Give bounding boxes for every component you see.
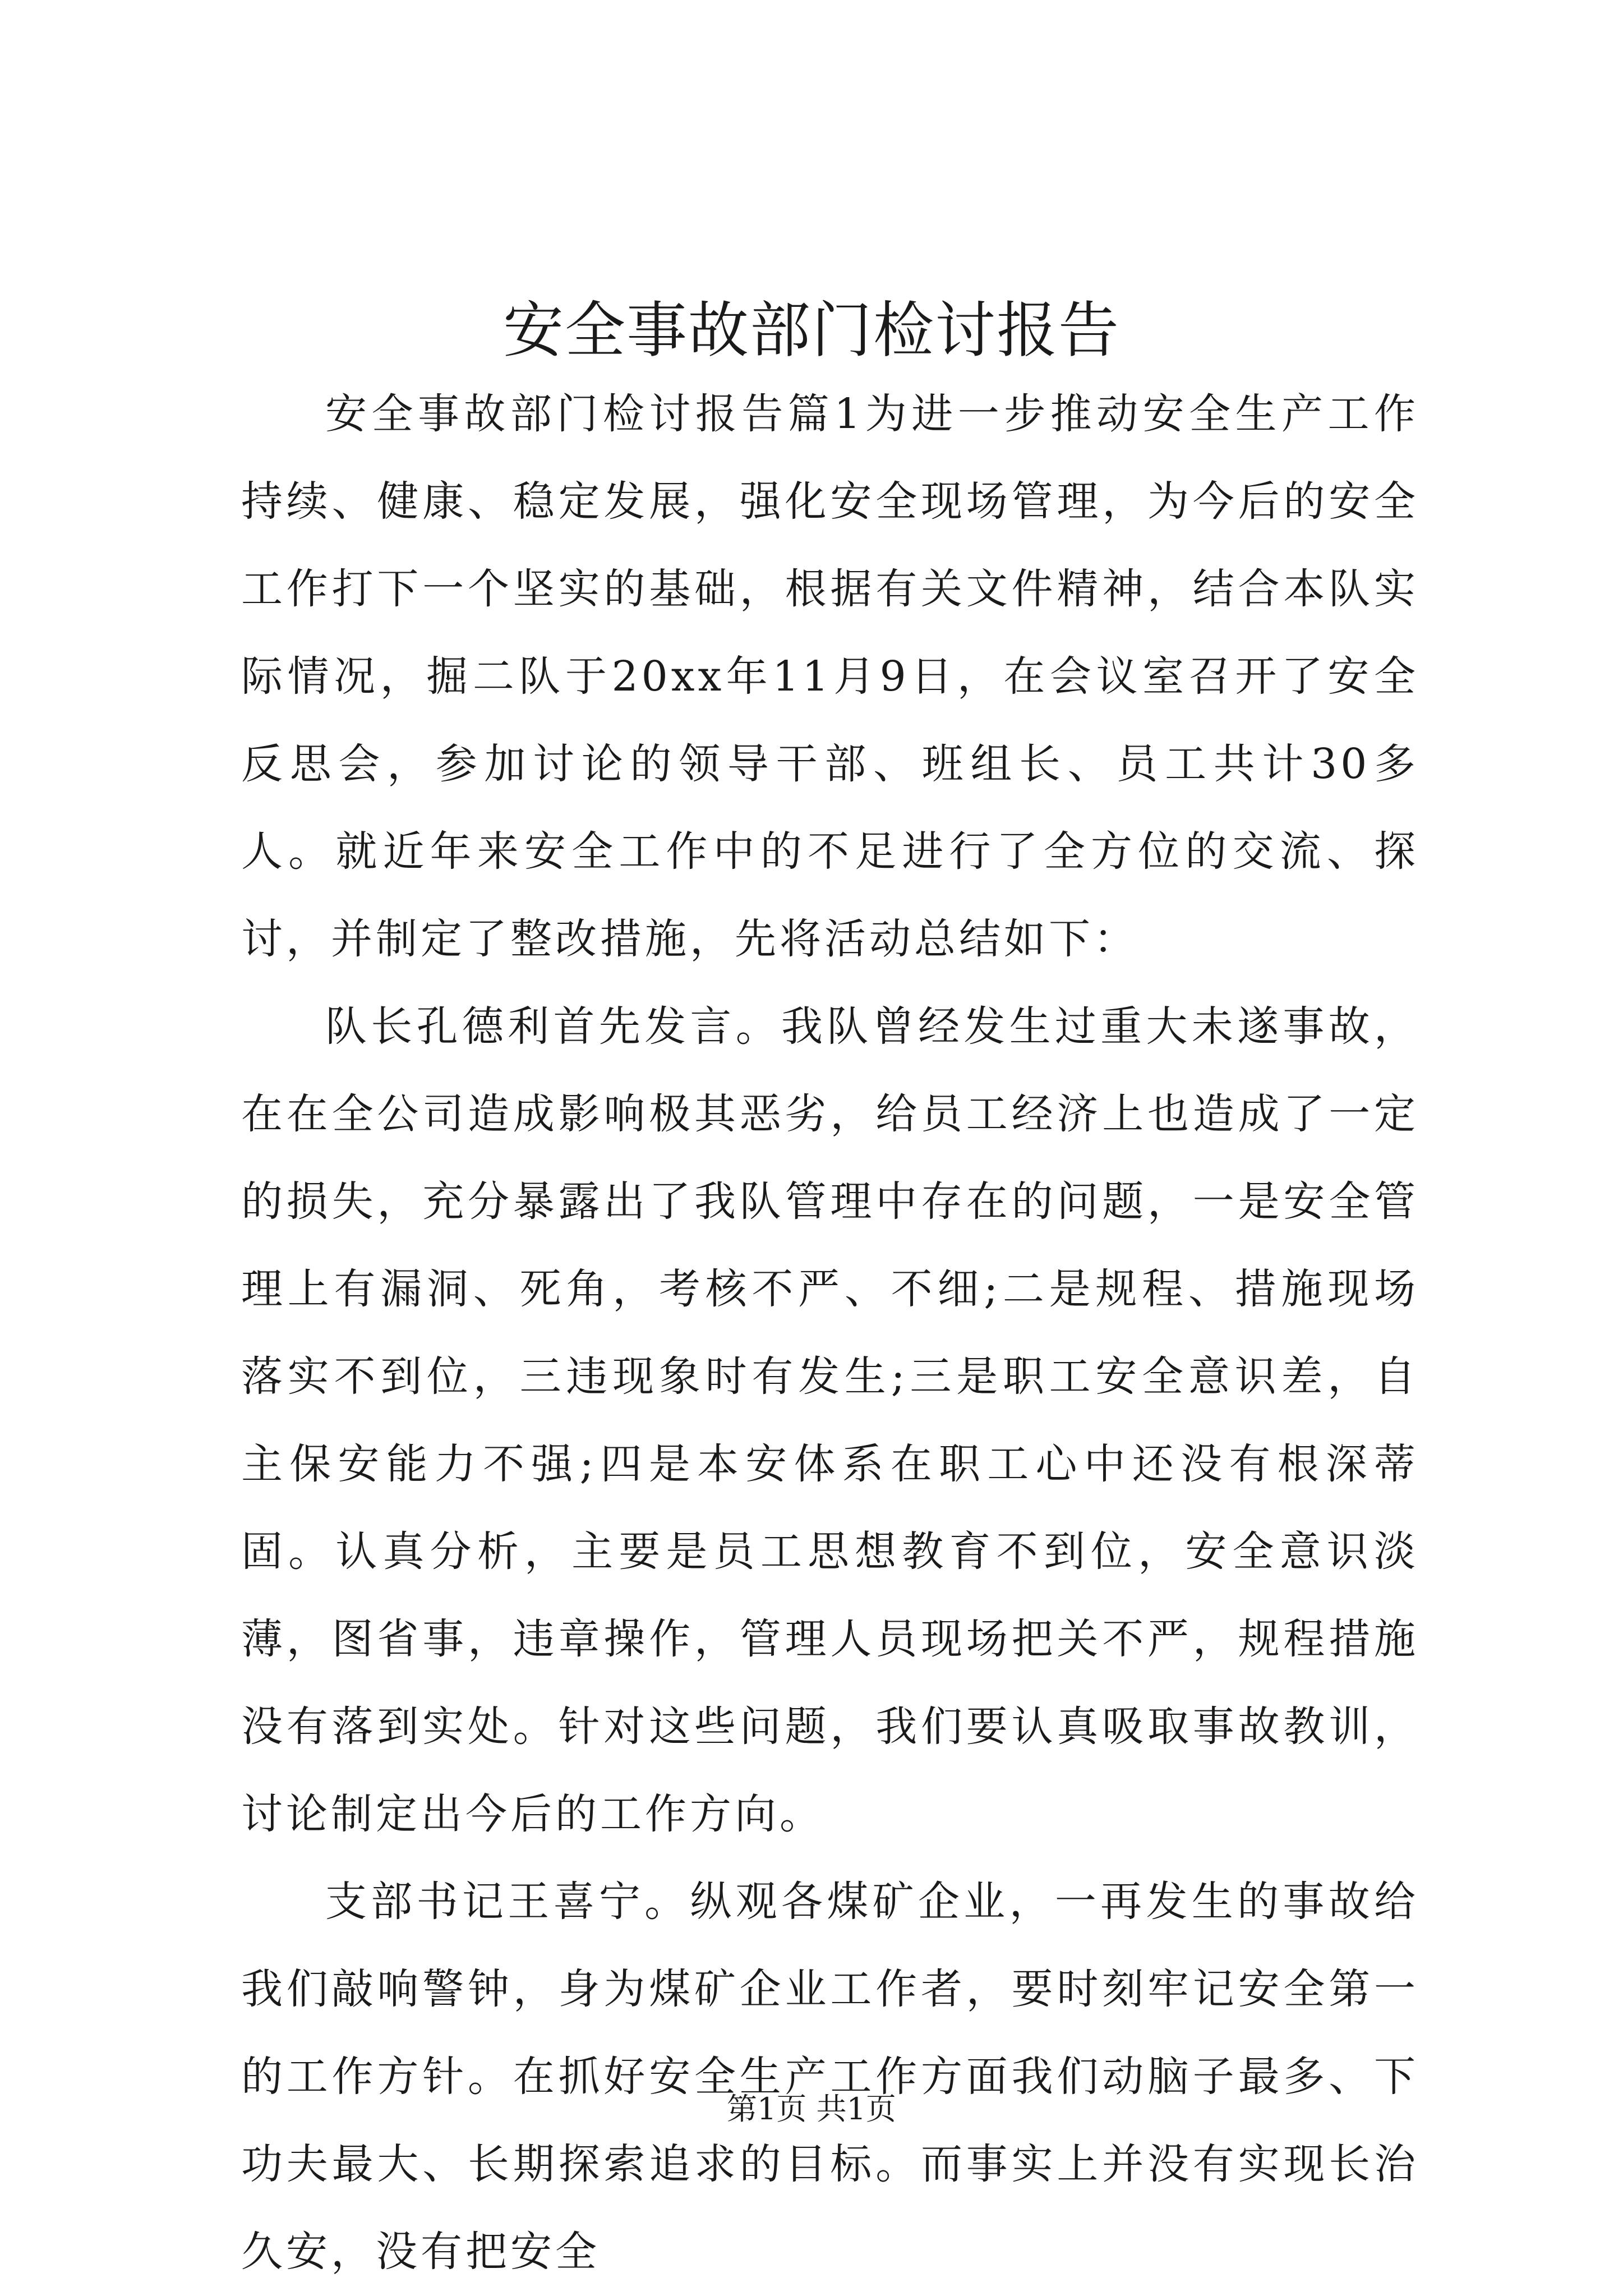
document-body [241,370,1419,2295]
page-footer: 第1页 共1页 [727,2091,896,2127]
document-title: 安全事故部门检讨报告 [502,296,1120,366]
paragraph-intro: 安全事故部门检讨报告篇1为进一步推动安全生产工作持续、健康、稳定发展，强化安全现场管理，为今后的安全工作打下一个坚实的基础，根据有关文件精神，结合本队实际情况，掘二队于20xx年11月9日，在会议室召开了安全反思会，参加讨论的领导干部、班组长、员工共计30多人。就近年来安全工作中的不足进行了全方位的交流、探讨，并制定了整改措施，先将活动总结如下： [241,390,1419,963]
paragraph-captain-speech: 队长孔德利首先发言。我队曾经发生过重大未遂事故，在在全公司造成影响极其恶劣，给员工经济上也造成了一定的损失，充分暴露出了我队管理中存在的问题，一是安全管理上有漏洞、死角，考核不严、不细;二是规程、措施现场落实不到位，三违现象时有发生;三是职工安全意识差，自主保安能力不强;四是本安体系在职工心中还没有根深蒂固。认真分析，主要是员工思想教育不到位，安全意识淡薄，图省事，违章操作，管理人员现场把关不严，规程措施没有落到实处。针对这些问题，我们要认真吸取事故教训，讨论制定出今后的工作方向。 [241,1002,1419,1838]
paragraph-secretary-speech: 支部书记王喜宁。纵观各煤矿企业，一再发生的事故给我们敲响警钟，身为煤矿企业工作者，要时刻牢记安全第一的工作方针。在抓好安全生产工作方面我们动脑子最多、下功夫最大、长期探索追求的目标。而事实上并没有实现长治久安，没有把安全 [241,1878,1419,2276]
